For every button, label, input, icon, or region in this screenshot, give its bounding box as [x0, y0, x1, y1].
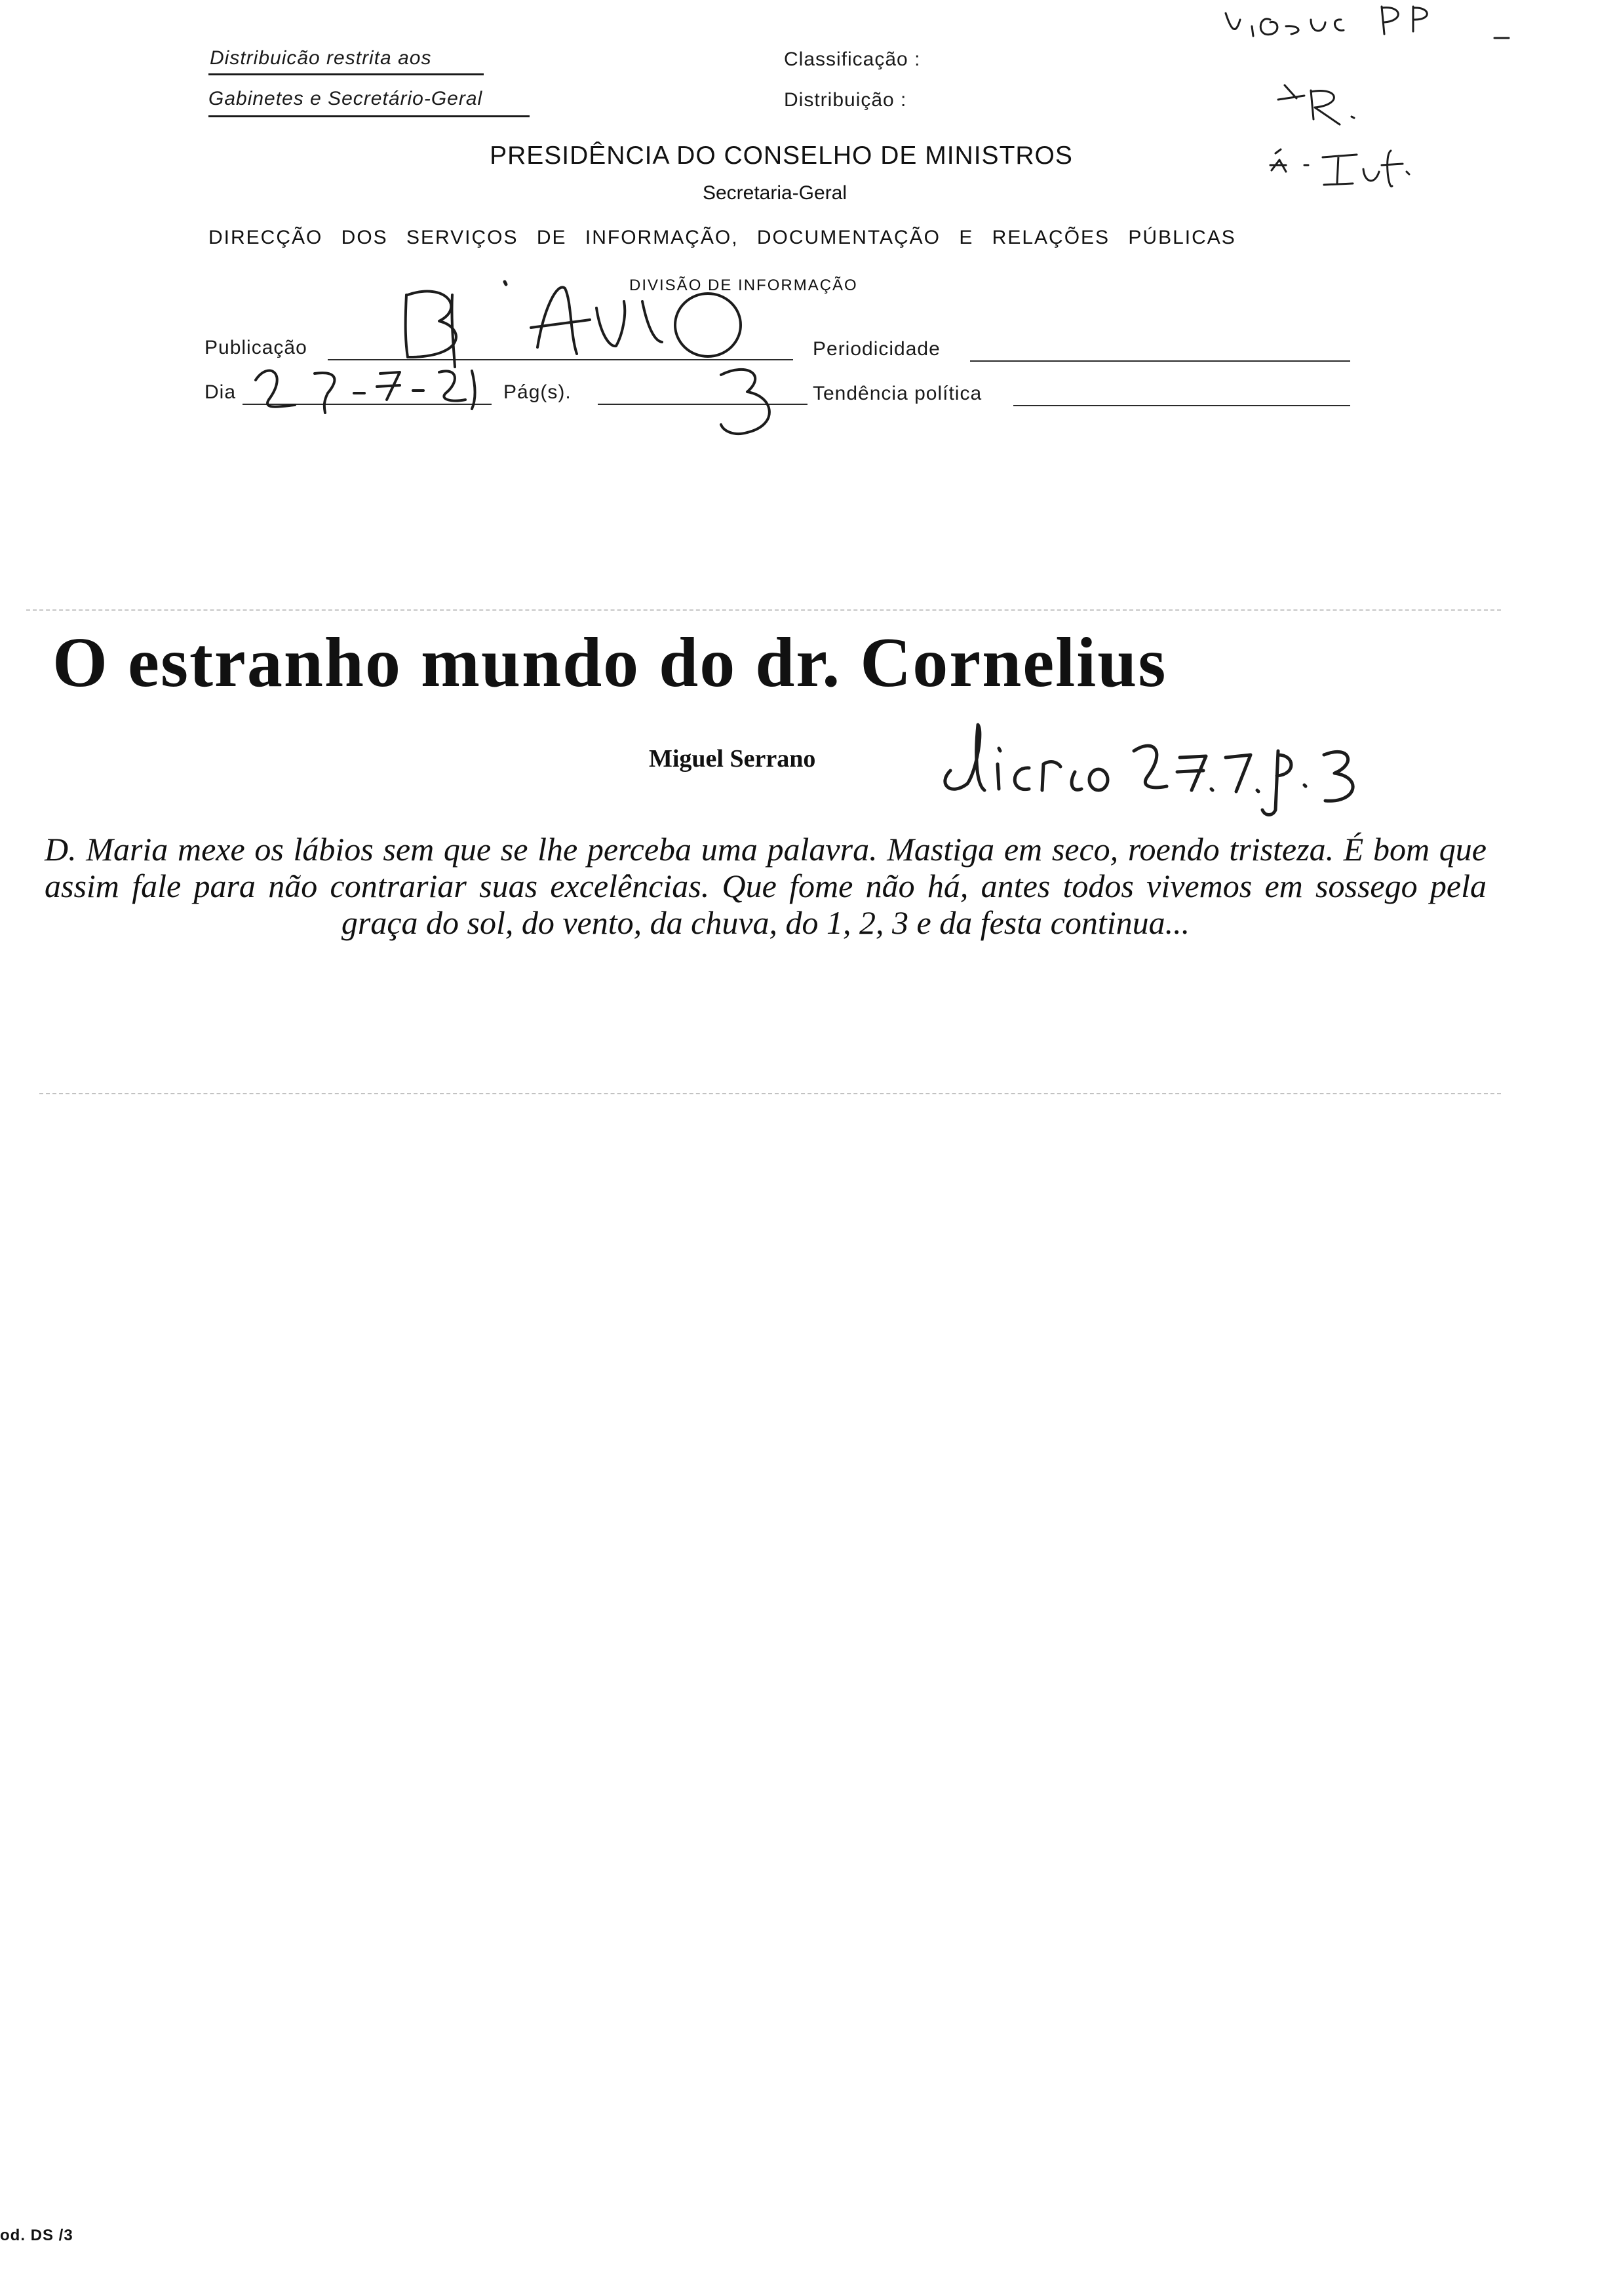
handwritten-source-note: [937, 712, 1396, 823]
publication-label: Publicação: [204, 337, 307, 358]
classification-label: Classificação :: [784, 48, 921, 70]
distribution-label: Distribuição :: [784, 89, 907, 111]
form-code: od. DS /3: [0, 2227, 73, 2244]
pages-label: Pág(s).: [503, 381, 572, 403]
restriction-line-2: Gabinetes e Secretário-Geral: [208, 88, 483, 109]
restriction-line-1: Distribuicão restrita aos: [210, 47, 432, 69]
periodicity-line: [970, 360, 1350, 362]
restriction-underline-1: [208, 73, 484, 75]
political-tendency-line: [1013, 405, 1350, 406]
clipping-bottom-edge: [39, 1093, 1501, 1094]
secretariat-subheading: Secretaria-Geral: [702, 182, 847, 204]
day-handwritten-value: [243, 354, 505, 426]
article-body: D. Maria mexe os lábios sem que se lhe perceba uma palavra. Mastiga em seco, roendo tristeza. É bom que assim fale para não contrariar suas excelências. Que fome não há, antes todos vivemos em sossego pela graça do sol, do vento, da chuva, do 1, 2, 3 e da festa continua...: [45, 831, 1487, 941]
division-heading: DIVISÃO DE INFORMAÇÃO: [629, 277, 858, 294]
article-title: O estranho mundo do dr. Cornelius: [52, 624, 1167, 702]
directorate-heading: DIRECÇÃO DOS SERVIÇOS DE INFORMAÇÃO, DOCUMENTAÇÃO E RELAÇÕES PÚBLICAS: [208, 227, 1236, 248]
presidency-heading: PRESIDÊNCIA DO CONSELHO DE MINISTROS: [490, 142, 1073, 170]
political-tendency-label: Tendência política: [813, 383, 983, 404]
article-author: Miguel Serrano: [649, 745, 816, 773]
periodicity-label: Periodicidade: [813, 338, 941, 360]
day-label: Dia: [204, 381, 237, 403]
clipping-top-edge: [26, 609, 1501, 611]
pages-handwritten-value: [708, 359, 787, 444]
restriction-underline-2: [208, 115, 530, 117]
margin-note-handwriting: [1213, 0, 1540, 210]
